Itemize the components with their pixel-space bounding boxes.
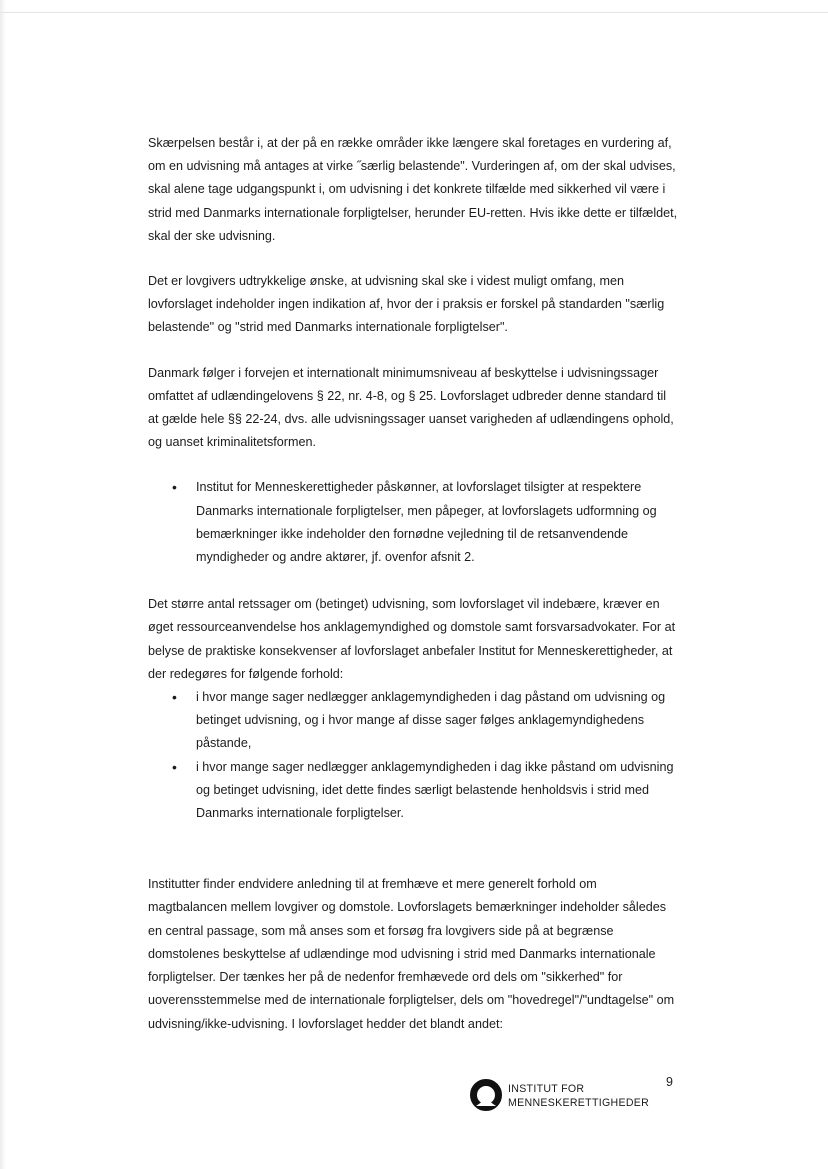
scan-edge [0, 0, 6, 1169]
list-item: • Institut for Menneskerettigheder påskønner, at lovforslaget tilsigter at respektere Danmarks internationale forpligtelser, men påpeger, at lovforslagets udformning og bemærkninger ikke indeholder den fornødne vejledning til de retsanvendende myndigheder og andre aktører, jf. ovenfor afsnit 2. [196, 476, 678, 569]
paragraph-3: Danmark følger i forvejen et internationalt minimumsniveau af beskyttelse i udvisningssager omfattet af udlændingelovens § 22, nr. 4-8, og § 25. Lovforslaget udbreder denne standard til at gælde hele §§ 22-24, dvs. alle udvisningssager uanset varigheden af udlændingens ophold, og uanset kriminalitetsformen. [148, 365, 674, 450]
paragraph-4: Det større antal retssager om (betinget) udvisning, som lovforslaget vil indebære, kræver en øget ressourceanvendelse hos anklagemyndighed og domstole samt forsvarsadvokater. For at belyse de praktiske konsekvenser af lovforslaget anbefaler Institut for Menneskerettigheder, at der redegøres for følgende forhold: [148, 597, 676, 681]
paragraph-5: Institutter finder endvidere anledning til at fremhæve et mere generelt forhold om magtbalancen mellem lovgiver og domstole. Lovforslagets bemærkninger indeholder således en central passage, som må anses som et forsøg fra lovgivers side på at begrænse domstolenes beskyttelse af udlændinge mod udvisning i strid med Danmarks internationale forpligtelser. Der tænkes her på de nedenfor fremhævede ord dels om "sikkerhed" for uoverensstemmelse med de internationale forpligtelser, dels om "hovedregel"/"undtagelse" om udvisning/ikke-udvisning. I lovforslaget hedder det blandt andet: [148, 877, 675, 1031]
ring-logo-icon [468, 1077, 504, 1113]
paragraph-2: Det er lovgivers udtrykkelige ønske, at udvisning skal ske i videst muligt omfang, men lovforslaget indeholder ingen indikation af, hvor der i praksis er forskel på standarden "særlig belastende" og "strid med Danmarks internationale forpligtelser". [148, 274, 665, 335]
scan-top-line [0, 12, 828, 13]
list-item: • i hvor mange sager nedlægger anklagemyndigheden i dag påstand om udvisning og betinget udvisning, og i hvor mange af disse sager følges anklagemyndighedens påstande, [196, 686, 678, 756]
bullet-list-1 [148, 476, 678, 569]
paragraph-1: Skærpelsen består i, at der på en række områder ikke længere skal foretages en vurdering af, om en udvisning må antages at virke ˝særlig belastende". Vurderingen af, om der skal udvises, skal alene tage udgangspunkt i, om udvisning i det konkrete tilfælde med sikkerhed vil være i strid med Danmarks internationale forpligtelser, herunder EU-retten. Hvis ikke dette er tilfældet, skal der ske udvisning. [148, 136, 678, 243]
logo-line-1: INSTITUT FOR [508, 1083, 585, 1095]
document-body [148, 132, 678, 1058]
bullet-list-2 [148, 686, 678, 825]
page-number: 9 [666, 1075, 673, 1089]
logo-line-2: MENNESKERETTIGHEDER [508, 1097, 650, 1109]
list-item: • i hvor mange sager nedlægger anklagemyndigheden i dag ikke påstand om udvisning og betinget udvisning, idet dette findes særligt belastende henholdsvis i strid med Danmarks internationale forpligtelser. [196, 756, 678, 826]
logo-text [508, 1082, 649, 1110]
institute-logo [468, 1074, 668, 1114]
